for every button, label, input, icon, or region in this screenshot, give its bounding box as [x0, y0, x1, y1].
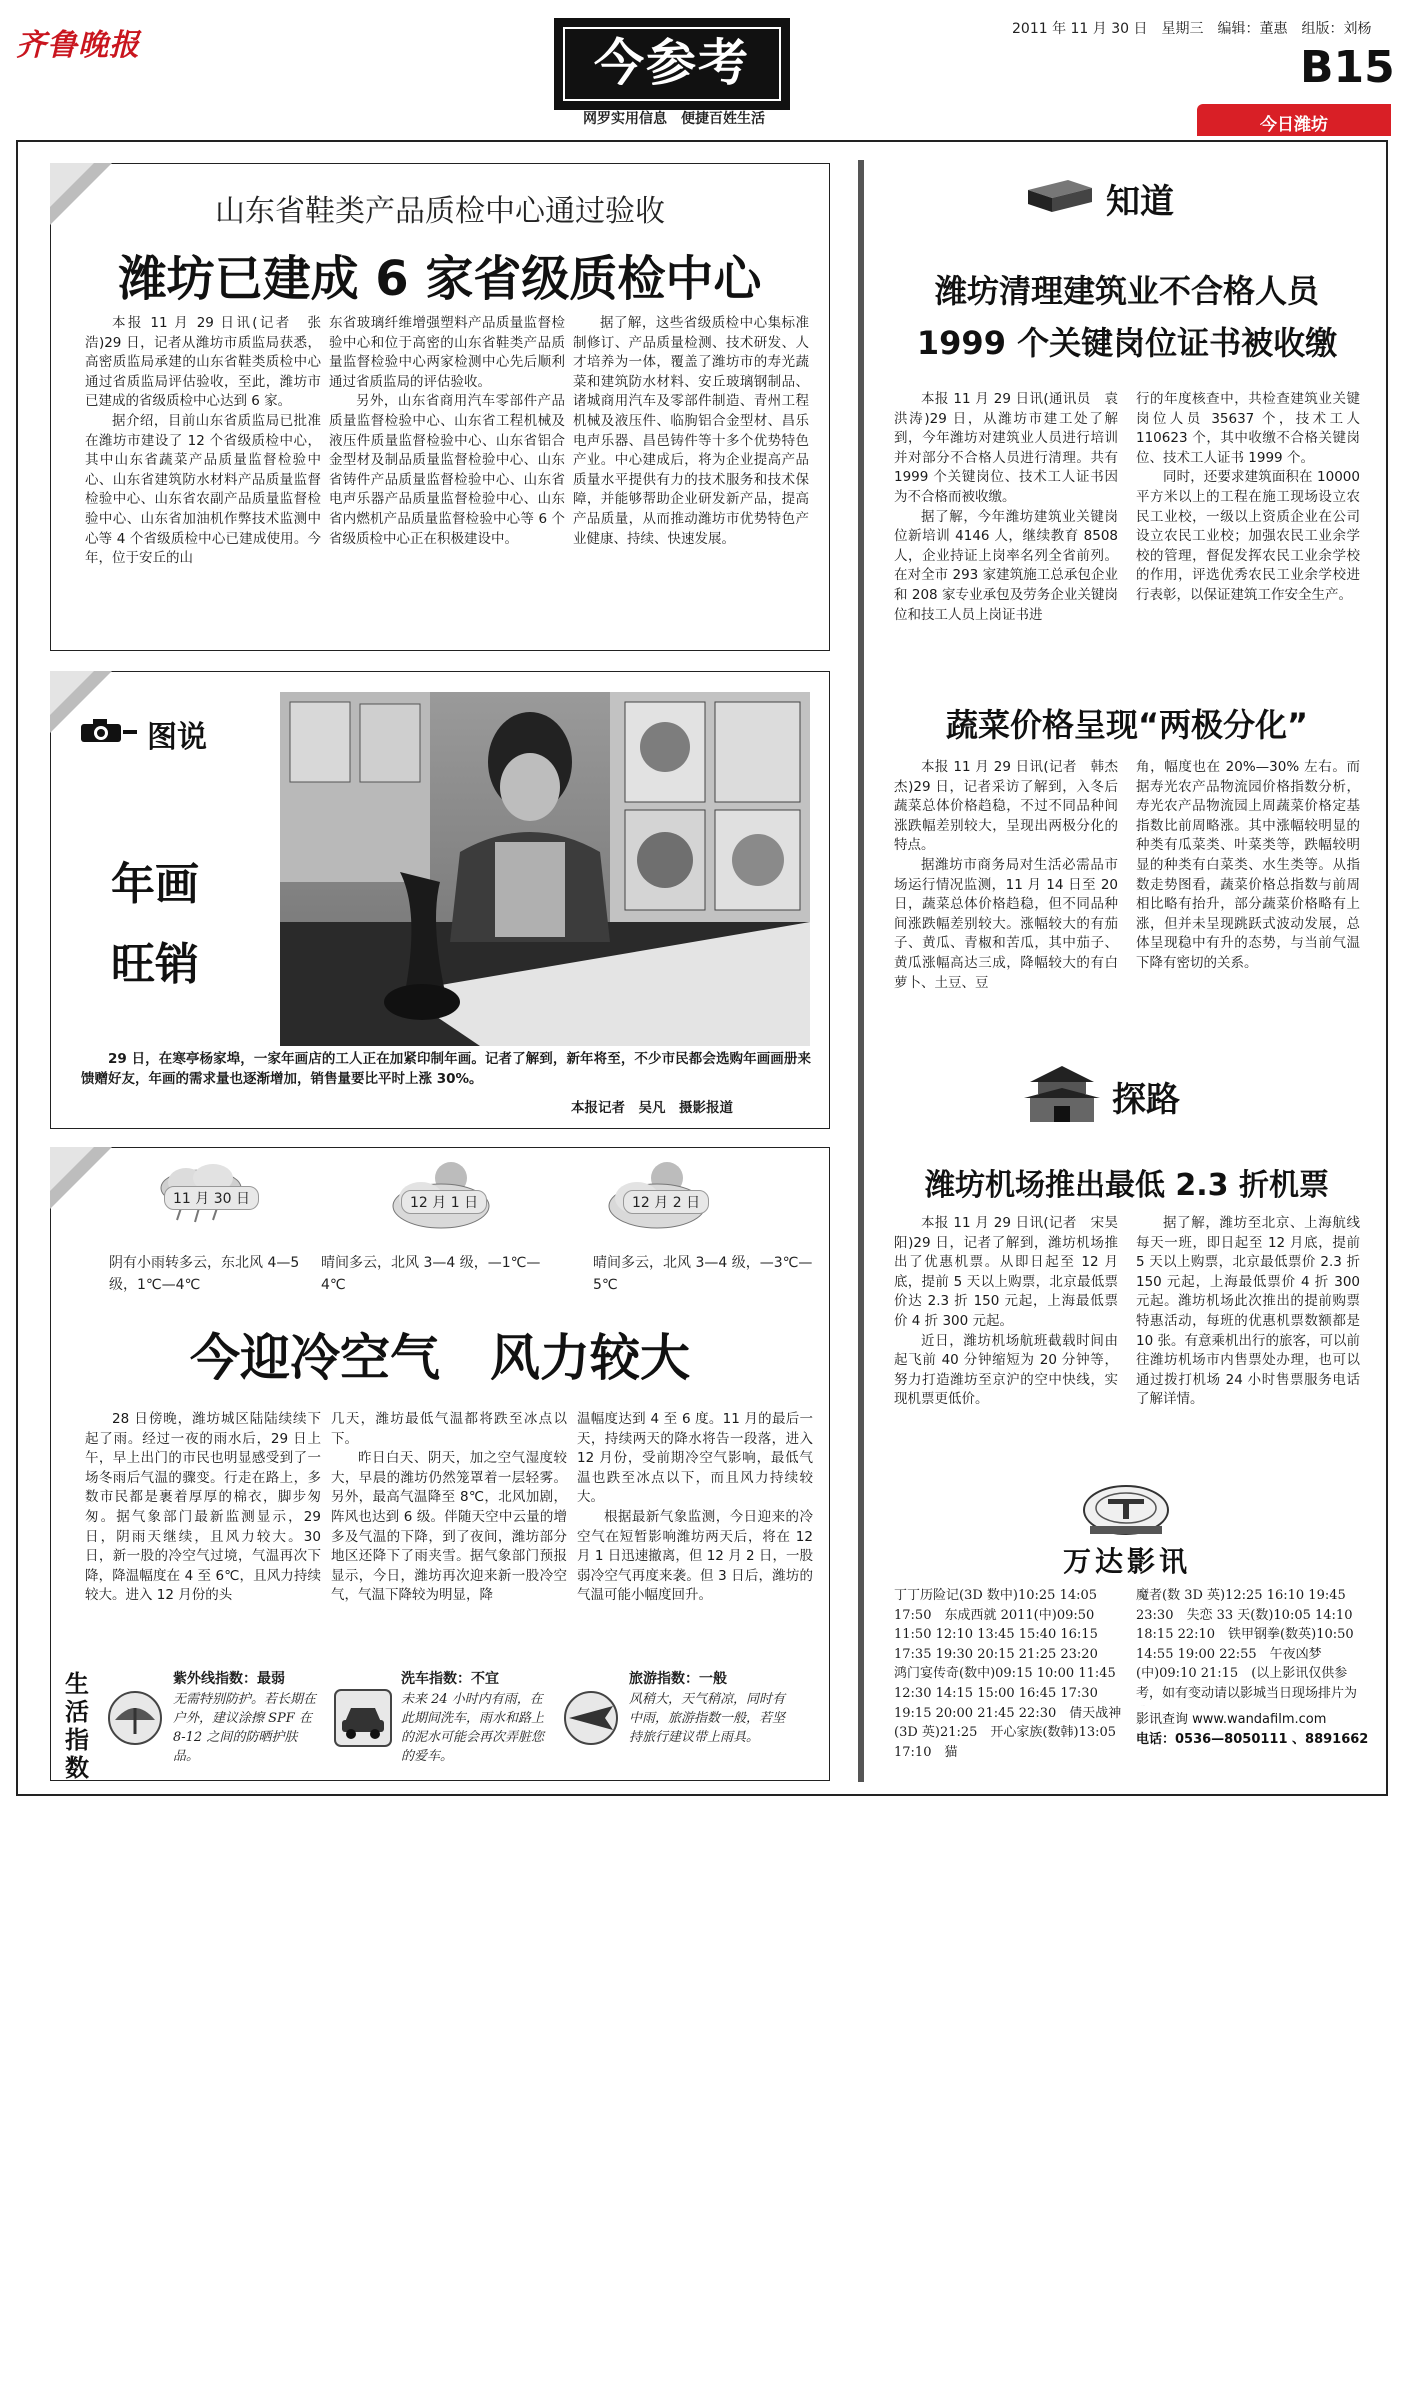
corner-ornament-inner [50, 1147, 94, 1191]
zhidao-headline-1: 潍坊清理建筑业不合格人员 [934, 272, 1319, 310]
paragraph: 据了解，潍坊至北京、上海航线每天一班，即日起至 12 月底，提前 5 天以上购票，北京最低票价 2.3 折 150 元起，上海最低票价 4 折 300 元起。潍坊机场此次推出的提前购票特惠活动，每班的优惠机票数额都是 10 张。有意乘机出行的旅客，可以前往潍坊机场市内售票处办理，也可以通过拨打机场 24 小时售票服务电话了解详情。 [1136, 1215, 1360, 1408]
paragraph: 据了解，这些省级质检中心集标准制修订、产品质量检测、技术研发、人才培养为一体，覆盖了潍坊市的寿光蔬菜和建筑防水材料、安丘玻璃钢制品、诸城商用汽车及零部件制造、青州工程机械及液压件、临朐铝合金型材、昌乐电声乐器、昌邑铸件等十多个优势特色产业。中心建成后，将为企业提高产品质量水平提供有力的技术服务和技术保障，并能够帮助企业研发新产品，提高产品质量，从而推动潍坊市优势特色产业健康、持续、快速发展。 [573, 315, 809, 547]
weather-desc-text: 阴有小雨转多云，东北风 4—5 级，1℃—4℃ [109, 1255, 300, 1293]
life-index [65, 1668, 815, 1782]
masthead [0, 0, 1409, 140]
cinema-name: 万达影讯 [1062, 1545, 1191, 1578]
weather-desc-text: 晴间多云，北风 3—4 级，—1℃—4℃ [321, 1255, 541, 1293]
photo-title-line-2: 旺销 [111, 939, 199, 990]
paragraph: 28 日傍晚，潍坊城区陆陆续续下起了雨。经过一夜的雨水后，29 日上午，早上出门的市民也明显感受到了一场冬雨后气温的骤变。行走在路上，多数市民都是裹着厚厚的棉衣，脚步匆匆。据气象部门最新监测显示，29 日，阴雨天继续，且风力较大。30 日，新一股的冷空气过境，气温再次下降，降温幅度在 4 至 6℃，且风力持续较大。进入 12 月份的头 [85, 1411, 321, 1604]
wanda-logo-icon [1080, 1482, 1172, 1540]
weather-col-3 [577, 1410, 813, 1662]
photo-section-label: 图说 [147, 720, 207, 755]
weather-headline: 今迎冷空气 风力较大 [190, 1329, 690, 1387]
index-text: 风稍大，天气稍凉，同时有中雨，旅游指数一般，若坚持旅行建议带上雨具。 [629, 1692, 786, 1745]
weather-date: 12 月 2 日 [623, 1190, 709, 1214]
qc-col-2 [329, 314, 565, 634]
weather-date: 11 月 30 日 [164, 1186, 259, 1210]
box-icon [1022, 172, 1096, 216]
index-title: 旅游指数：一般 [629, 1671, 727, 1687]
tanlu-headline: 潍坊机场推出最低 2.3 折机票 [924, 1168, 1330, 1203]
umbrella-icon [105, 1688, 165, 1748]
paragraph: 东省玻璃纤维增强塑料产品质量监督检验中心和位于高密的山东省鞋类产品质量监督检验中心两家检测中心先后顺利通过省质监局的评估验收。 [329, 315, 565, 390]
cinema-enquiry: 影讯查询 www.wandafilm.com [1136, 1712, 1327, 1727]
vegetable-section [882, 700, 1372, 1060]
zhidao-col-2 [1136, 390, 1360, 710]
corner-ornament-inner [50, 671, 94, 715]
tower-icon [1020, 1062, 1104, 1124]
paragraph: 本报 11 月 29 日讯(记者 张浩)29 日，记者从潍坊市质监局获悉，高密质监局承建的山东省鞋类质检中心通过省质监局评估验收，至此，潍坊市已建成的省级质检中心达到 6 家。 [85, 315, 321, 410]
column-divider [858, 160, 864, 1782]
zhidao-section [882, 160, 1372, 720]
paragraph: 据介绍，目前山东省质监局已批准在潍坊市建设了 12 个省级质检中心，其中山东省蔬菜产品质量监督检验中心、山东省建筑防水材料产品质量监督检验中心、山东省农副产品质量监督检验中心、山东省加油机作弊技术监测中心等 4 个省级质检中心已建成使用。今年，位于安丘的山 [85, 412, 321, 567]
paragraph: 另外，山东省商用汽车零部件产品质量监督检验中心、山东省工程机械及液压件质量监督检验中心、山东省铝合金型材及制品质量监督检验中心、山东省铸件产品质量监督检验中心、山东省电声乐器产品质量监督检验中心、山东省内燃机产品质量监督检验中心等 6 个省级质检中心正在积极建设中。 [329, 393, 565, 547]
paragraph: 角，幅度也在 20%—30% 左右。而据寿光农产品物流园价格指数分析，寿光农产品物流园上周蔬菜价格定基指数比前周略涨。其中涨幅较明显的种类有瓜菜类、叶菜类等，跌幅较明显的种类有白菜类、水生类等。从指数走势图看，蔬菜价格总指数与前周相比略有抬升，部分蔬菜价格略有上涨，但并未呈现跳跃式波动发展，总体呈现稳中有升的态势，与当前气温下降有密切的关系。 [1136, 759, 1360, 971]
paper-name: 齐鲁晚报 [16, 28, 140, 63]
cinema-phone: 电话：0536—8050111 、8891662 [1136, 1732, 1369, 1747]
weather-col-1 [85, 1410, 321, 1662]
qc-col-1 [85, 314, 321, 634]
paragraph: 本报 11 月 29 日讯(通讯员 袁洪涛)29 日，从潍坊市建工处了解到，今年潍坊对建筑业人员进行培训并对部分不合格人员进行清理。共有 1999 个关键岗位、技术工人证书因为不合格而被收缴。 [894, 391, 1118, 505]
camera-icon [79, 716, 139, 746]
life-index-label: 生活指数 [65, 1670, 89, 1782]
vegetable-col-1 [894, 758, 1118, 1052]
vegetable-headline: 蔬菜价格呈现“两极分化” [945, 706, 1309, 744]
tanlu-section-label: 探路 [1112, 1080, 1180, 1120]
date-line: 2011 年 11 月 30 日 星期三 编辑：董惠 组版：刘杨 [1012, 21, 1372, 37]
vegetable-col-2 [1136, 758, 1360, 1052]
photo-story-box [50, 671, 830, 1129]
index-title: 洗车指数：不宜 [401, 1671, 499, 1687]
weather-desc-text: 晴间多云，北风 3—4 级，—3℃—5℃ [593, 1255, 813, 1293]
news-photo [280, 692, 810, 1046]
paragraph: 行的年度核查中，共检查建筑业关键岗位人员 35637 个，技术工人 110623 个，其中收缴不合格关键岗位、技术工人证书 1999 个。 [1136, 391, 1360, 466]
qc-col-3 [573, 314, 809, 634]
index-text: 未来 24 小时内有雨，在此期间洗车，雨水和路上的泥水可能会再次弄脏您的爱车。 [401, 1692, 545, 1764]
page-number: B15 [1300, 42, 1395, 93]
index-title: 紫外线指数：最弱 [173, 1671, 285, 1687]
zhidao-headline-2: 1999 个关键岗位证书被收缴 [916, 324, 1338, 362]
paragraph: 本报 11 月 29 日讯(记者 韩杰杰)29 日，记者采访了解到，入冬后蔬菜总体价格趋稳，不过不同品种间涨跌幅差别较大，呈现出两极分化的特点。 [894, 759, 1118, 854]
photo-caption: 29 日，在寒亭杨家埠，一家年画店的工人正在加紧印制年画。记者了解到，新年将至，不少市民都会选购年画画册来馈赠好友，年画的需求量也逐渐增加，销售量要比平时上涨 30%。 [81, 1051, 811, 1087]
weather-desc [321, 1252, 541, 1296]
paragraph: 同时，还要求建筑面积在 10000 平方米以上的工程在施工现场设立农民工业校，一级以上资质企业在公司设立农民工业校；加强农民工业余学校的管理，督促发挥农民工业余学校的作用，评选优秀农民工业余学校进行表彰，以保证建筑工作安全生产。 [1136, 469, 1360, 603]
column-title: 今参考 [563, 27, 781, 101]
edition-tab-label: 今日潍坊 [1260, 115, 1328, 135]
photo-credit: 本报记者 吴凡 摄影报道 [571, 1100, 733, 1116]
column-slogan: 网罗实用信息 便捷百姓生活 [583, 111, 765, 127]
cinema-col-1: 丁丁历险记(3D 数中)10:25 14:05 17:50 东成西就 2011(中)09:50 11:50 12:10 13:45 15:40 16:15 17:35 19:30 20:15 21:25 23:20 鸿门宴传奇(数中)09:15 10:00 11:45 12:30 14:15 15:00 16:45 17:30 19:15 20:00 21:45 22:30 倩天战神(3D 英)21:25 开心家族(数韩)13:05 17:10 猫 [894, 1588, 1122, 1760]
zhidao-section-label: 知道 [1106, 182, 1174, 222]
paragraph: 昨日白天、阴天，加之空气湿度较大，早晨的潍坊仍然笼罩着一层轻雾。另外，最高气温降至 8℃，北风加剧，阵风也达到 6 级。伴随天空中云量的增多及气温的下降，到了夜间，潍坊部分地区还降下了雨夹雪。据气象部门预报显示，今日，潍坊再次迎来新一股冷空气，气温下降较为明显，降 [331, 1450, 567, 1604]
paragraph: 据潍坊市商务局对生活必需品市场运行情况监测，11 月 14 日至 20 日，蔬菜总体价格趋稳，但不同品种间涨跌幅差别较大。涨幅较大的有茄子、黄瓜、青椒和苦瓜，其中茄子、黄瓜涨幅高达三成，降幅较大的有白萝卜、土豆、豆 [894, 856, 1118, 991]
tanlu-section [882, 1062, 1372, 1502]
paragraph: 温幅度达到 4 至 6 度。11 月的最后一天，持续两天的降水将告一段落，进入 12 月份，受前期冷空气影响，最低气温也跌至冰点以下，而且风力持续较大。 [577, 1411, 813, 1506]
paragraph: 据了解，今年潍坊建筑业关键岗位新培训 4146 人，继续教育 8508 人，企业持证上岗率名列全省前列。在对全市 293 家建筑施工总承包企业和 208 家专业承包及劳务企业关键岗位和技工人员上岗证书进 [894, 508, 1118, 623]
weather-box [50, 1147, 830, 1781]
cinema-section [882, 1482, 1372, 1782]
weather-col-2 [331, 1410, 567, 1662]
paragraph: 几天，潍坊最低气温都将跌至冰点以下。 [331, 1411, 567, 1447]
car-icon [333, 1688, 393, 1748]
tanlu-col-2 [1136, 1214, 1360, 1490]
tanlu-col-1 [894, 1214, 1118, 1490]
weather-desc [109, 1252, 329, 1296]
paragraph: 本报 11 月 29 日讯(记者 宋昊阳)29 日，记者了解到，潍坊机场推出了优惠机票。从即日起至 12 月底，提前 5 天以上购票，北京最低票价达 2.3 折 150 元起，上海最低票价 4 折 300 元起。 [894, 1215, 1118, 1329]
column-title-box [554, 18, 790, 110]
paragraph: 根据最新气象监测，今日迎来的冷空气在短暂影响潍坊两天后，将在 12 月 1 日迅速撤离，但 12 月 2 日，一股弱冷空气再度来袭。但 3 日后，潍坊的气温可能小幅度回升。 [577, 1508, 813, 1604]
zhidao-col-1 [894, 390, 1118, 710]
qc-headline: 潍坊已建成 6 家省级质检中心 [118, 251, 762, 307]
weather-desc [593, 1252, 813, 1296]
index-text: 无需特别防护。若长期在户外，建议涂擦 SPF 在 8-12 之间的防晒护肤品。 [173, 1692, 317, 1764]
qc-kicker: 山东省鞋类产品质检中心通过验收 [215, 194, 665, 229]
qc-article-box [50, 163, 830, 651]
cinema-col-2: 魔者(数 3D 英)12:25 16:10 19:45 23:30 失恋 33 天(数)10:05 14:10 18:15 22:10 铁甲钢拳(数英)10:50 14:55 19:00 22:55 午夜凶梦(中)09:10 21:15 (以上影讯仅供参考，如有变动请以影城当日现场排片为 [1136, 1588, 1358, 1701]
plane-icon [561, 1688, 621, 1748]
photo-title-line-1: 年画 [111, 859, 199, 910]
paragraph: 近日，潍坊机场航班截载时间由起飞前 40 分钟缩短为 20 分钟等，努力打造潍坊至京沪的空中快线，实现机票更低价。 [894, 1332, 1118, 1408]
edition-tab [1197, 104, 1391, 136]
weather-date: 12 月 1 日 [401, 1190, 487, 1214]
